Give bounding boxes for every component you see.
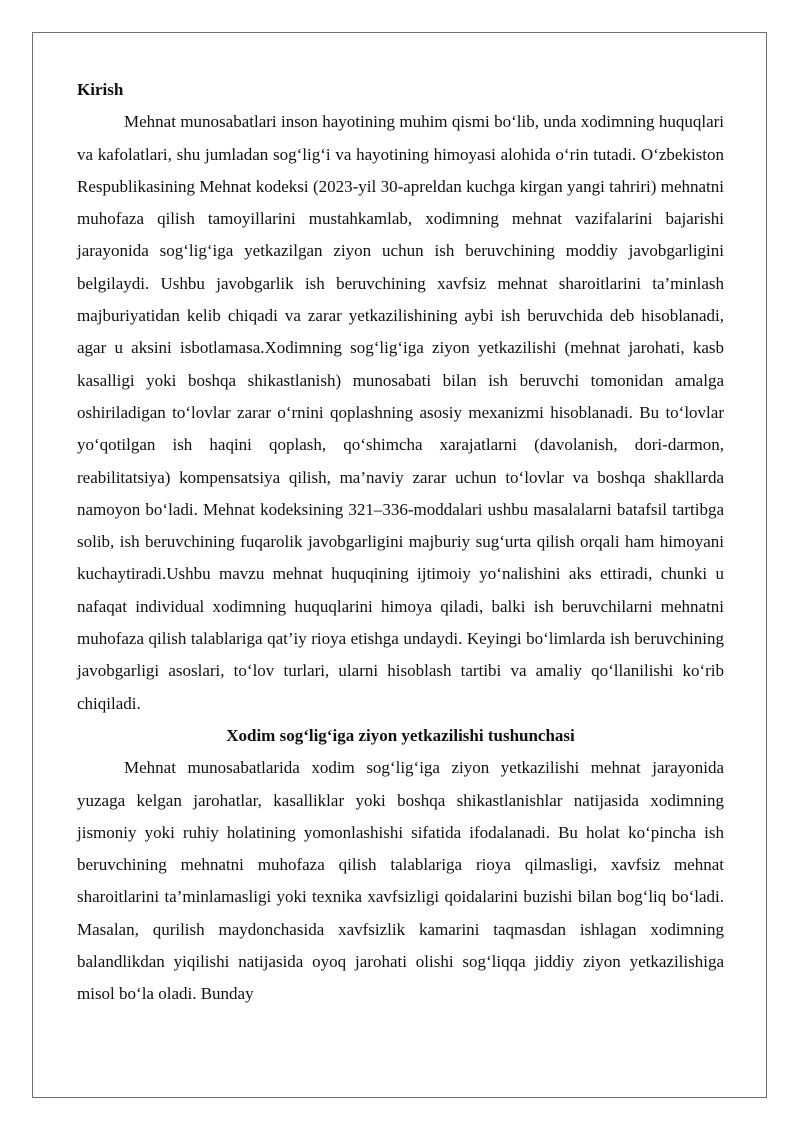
- intro-heading: Kirish: [77, 80, 124, 99]
- intro-paragraph: Mehnat munosabatlari inson hayotining muhim qismi bo‘lib, unda xodimning huquqlari va kafolatlari, shu jumladan sog‘lig‘i va hayotining himoyasi alohida o‘rin tutadi. O‘zbekiston Respublikasining Mehnat kodeksi (2023-yil 30-apreldan kuchga kirgan yangi tahriri) mehnatni muhofaza qilish tamoyillarini mustahkamlab, xodimning mehnat vazifalarini bajarishi jarayonida sog‘lig‘iga yetkazilgan ziyon uchun ish beruvchining moddiy javobgarligini belgilaydi. Ushbu javobgarlik ish beruvchining xavfsiz mehnat sharoitlarini ta’minlash majburiyatidan kelib chiqadi va zarar yetkazilishining aybi ish beruvchida deb hisoblanadi, agar u aksini isbotlamasa.Xodimning sog‘lig‘iga ziyon yetkazilishi (mehnat jarohati, kasb kasalligi yoki boshqa shikastlanish) munosabati bilan ish beruvchi tomonidan amalga oshiriladigan to‘lovlar zarar o‘rnini qoplashning asosiy mexanizmi hisoblanadi. Bu to‘lovlar yo‘qotilgan ish haqini qoplash, qo‘shimcha xarajatlarni (davolanish, dori-darmon, reabilitatsiya) kompensatsiya qilish, ma’naviy zarar uchun to‘lovlar va boshqa shakllarda namoyon bo‘ladi. Mehnat kodeksining 321–336-moddalari ushbu masalalarni batafsil tartibga solib, ish beruvchining fuqarolik javobgarligini majburiy sug‘urta qilish orqali ham himoyani kuchaytiradi.Ushbu mavzu mehnat huquqining ijtimoiy yo‘nalishini aks ettiradi, chunki u nafaqat individual xodimning huquqlarini himoya qiladi, balki ish beruvchilarni mehnatni muhofaza qilish talablariga qat’iy rioya etishga undaydi. Keyingi bo‘limlarda ish beruvchining javobgarligi asoslari, to‘lov turlari, ularni hisoblash tartibi va amaliy qo‘llanilishi ko‘rib chiqiladi.: [77, 112, 724, 713]
- section-title: Xodim sog‘lig‘iga ziyon yetkazilishi tushunchasi: [226, 725, 575, 745]
- document-body: [77, 74, 724, 1011]
- section-paragraph: Mehnat munosabatlarida xodim sog‘lig‘iga ziyon yetkazilishi mehnat jarayonida yuzaga kelgan jarohatlar, kasalliklar yoki boshqa shikastlanishlar natijasida xodimning jismoniy yoki ruhiy holatining yomonlashishi sifatida ifodalanadi. Bu holat ko‘pincha ish beruvchining mehnatni muhofaza qilish talablariga rioya qilmasligi, xavfsiz mehnat sharoitlarini ta’minlamasligi yoki texnika xavfsizligi qoidalarini buzishi bilan bog‘liq bo‘ladi. Masalan, qurilish maydonchasida xavfsizlik kamarini taqmasdan ishlagan xodimning balandlikdan yiqilishi natijasida oyoq jarohati olishi sog‘liqqa jiddiy ziyon yetkazilishiga misol bo‘la oladi. Bunday: [77, 758, 724, 1004]
